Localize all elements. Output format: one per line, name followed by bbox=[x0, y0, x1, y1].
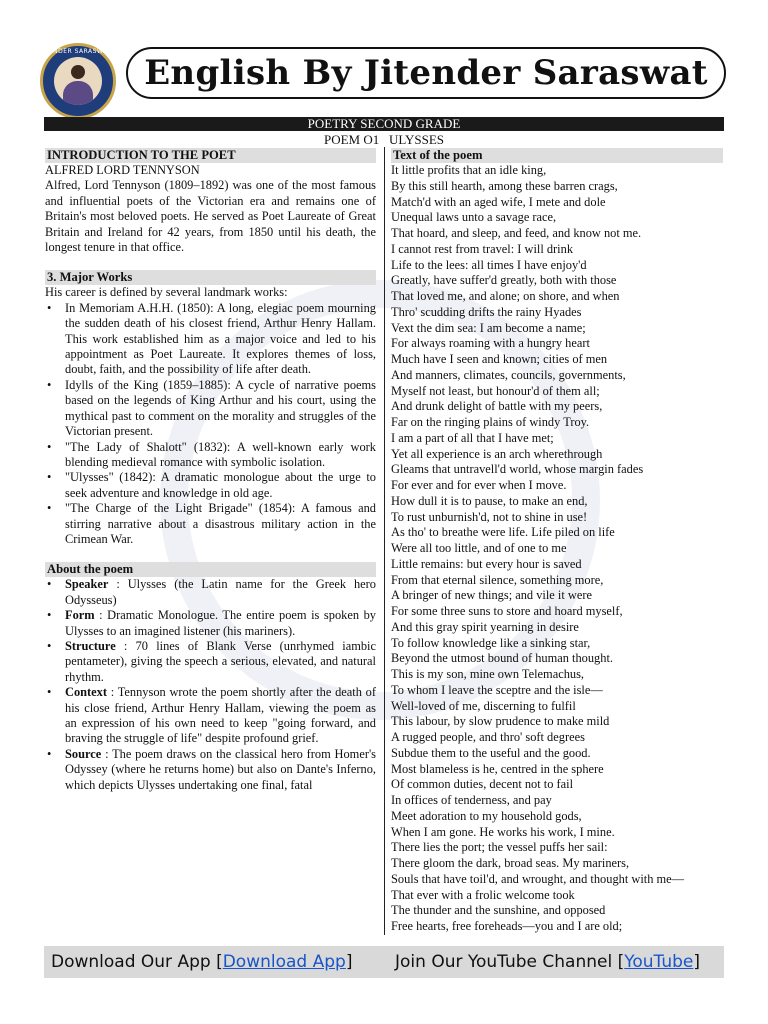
list-item bbox=[45, 577, 376, 608]
term-label: Structure bbox=[65, 638, 116, 653]
poem-line: Greatly, have suffer'd greatly, both with those bbox=[391, 273, 617, 288]
poem-line: There gloom the dark, broad seas. My mariners, bbox=[391, 856, 630, 870]
poem-line: Meet adoration to my household gods, bbox=[391, 808, 582, 823]
logo-ring-text: TENDER SARASWAT bbox=[44, 48, 112, 55]
poem-line: This is my son, mine own Telemachus, bbox=[391, 667, 585, 681]
poem-line: There lies the port; the vessel puffs her sail: bbox=[391, 840, 608, 855]
poem-line: Vext the dim sea: I am become a name; bbox=[391, 320, 586, 335]
poem-line: And drunk delight of battle with my peers, bbox=[391, 399, 603, 414]
poem-line: From that eternal silence, something more, bbox=[391, 572, 604, 587]
term-label: Form bbox=[65, 608, 95, 623]
left-column bbox=[45, 148, 376, 793]
list-item bbox=[45, 685, 376, 747]
term-label: Source bbox=[65, 746, 102, 761]
right-column bbox=[391, 148, 723, 935]
poet-name: ALFRED LORD TENNYSON bbox=[45, 163, 200, 177]
term-label: Speaker bbox=[65, 577, 109, 592]
poem-line: By this still hearth, among these barren crags, bbox=[391, 178, 618, 193]
logo-portrait bbox=[54, 57, 102, 105]
poem-line: And manners, climates, councils, governments, bbox=[391, 367, 626, 382]
term-text: : Ulysses (the Latin name for the Greek hero Odysseus) bbox=[65, 577, 376, 607]
download-app-link[interactable]: Download App bbox=[222, 952, 346, 972]
page-title: English By Jitender Saraswat bbox=[144, 53, 708, 93]
poem-line: This labour, by slow prudence to make mild bbox=[391, 714, 610, 729]
about-heading: About the poem bbox=[45, 562, 376, 577]
download-app-text: Download Our App [Download App] bbox=[51, 952, 353, 972]
term-text: : Tennyson wrote the poem shortly after the death of his close friend, Arthur Henry Hallam, viewing the poem as an expression of his own need to keep "going forward, and braving the struggle of life" despite profound grief. bbox=[65, 685, 376, 746]
poem-line: A bringer of new things; and vile it were bbox=[391, 588, 592, 603]
poem-line: To follow knowledge like a sinking star, bbox=[391, 635, 591, 650]
poem-line: Beyond the utmost bound of human thought. bbox=[391, 651, 613, 666]
poem-line: Far on the ringing plains of windy Troy. bbox=[391, 415, 590, 429]
poem-line: Of common duties, decent not to fail bbox=[391, 777, 574, 792]
poem-text bbox=[391, 163, 723, 935]
poem-line: To whom I leave the sceptre and the isle— bbox=[391, 682, 603, 697]
list-item bbox=[45, 747, 376, 793]
youtube-text: Join Our YouTube Channel [YouTube] bbox=[395, 952, 701, 972]
poem-line: Unequal laws unto a savage race, bbox=[391, 210, 557, 225]
poem-line: Were all too little, and of one to me bbox=[391, 541, 567, 555]
list-item: • "The Lady of Shalott" (1832): A well-known early work blending medieval romance with symbolic isolation. bbox=[45, 440, 376, 471]
poem-line: When I am gone. He works his work, I mine. bbox=[391, 824, 615, 839]
poem-line: Little remains: but every hour is saved bbox=[391, 556, 582, 571]
list-item bbox=[45, 608, 376, 639]
poem-line: Subdue them to the useful and the good. bbox=[391, 745, 591, 760]
poem-line: As tho' to breathe were life. Life piled on life bbox=[391, 525, 615, 540]
works-intro: His career is defined by several landmark works: bbox=[45, 285, 288, 300]
about-list bbox=[45, 577, 376, 793]
logo bbox=[40, 43, 116, 119]
poem-line: That hoard, and sleep, and feed, and know not me. bbox=[391, 226, 642, 240]
term-text: : Dramatic Monologue. The entire poem is spoken by Ulysses to an imagined listener (his mariners). bbox=[65, 608, 376, 638]
footer-bar bbox=[44, 946, 724, 978]
list-item: • Idylls of the King (1859–1885): A cycle of narrative poems based on the legends of King Arthur and his court, using the mythical past to comment on the morality and struggles of the Victorian present. bbox=[45, 378, 376, 440]
column-divider bbox=[384, 147, 385, 935]
works-list bbox=[45, 301, 376, 548]
poem-line: Thro' scudding drifts the rainy Hyades bbox=[391, 304, 582, 319]
list-item bbox=[45, 639, 376, 685]
intro-heading: INTRODUCTION TO THE POET bbox=[45, 148, 376, 163]
intro-paragraph: Alfred, Lord Tennyson (1809–1892) was one of the most famous and influential poets of the Victorian era and remains one of Britain's most beloved poets. He served as Poet Laureate of Great Britain and Ireland for 42 years, from 1850 until his death, the longest tenure in that office. bbox=[45, 178, 376, 255]
youtube-link[interactable]: YouTube bbox=[624, 952, 694, 972]
poem-line: Myself not least, but honour'd of them all; bbox=[391, 383, 600, 398]
poem-text-heading: Text of the poem bbox=[391, 148, 723, 163]
page-title-box bbox=[126, 47, 726, 99]
poem-line: Match'd with an aged wife, I mete and dole bbox=[391, 194, 606, 209]
poem-line: I am a part of all that I have met; bbox=[391, 430, 554, 445]
poem-line: Yet all experience is an arch wherethrough bbox=[391, 446, 603, 461]
section-banner: POETRY SECOND GRADE bbox=[44, 117, 724, 131]
poem-line: Most blameless is he, centred in the sphere bbox=[391, 761, 604, 776]
poem-line: Life to the lees: all times I have enjoy'd bbox=[391, 257, 587, 272]
poem-line: How dull it is to pause, to make an end, bbox=[391, 493, 588, 508]
poem-heading bbox=[44, 132, 724, 147]
poem-line: It little profits that an idle king, bbox=[391, 163, 547, 177]
list-item: • "Ulysses" (1842): A dramatic monologue about the urge to seek adventure and knowledge in old age. bbox=[45, 470, 376, 501]
poem-line: For always roaming with a hungry heart bbox=[391, 336, 590, 351]
poem-line: A rugged people, and thro' soft degrees bbox=[391, 730, 585, 744]
list-item: • "The Charge of the Light Brigade" (1854): A famous and stirring narrative about a disastrous military action in the Crimean War. bbox=[45, 501, 376, 547]
works-heading: 3. Major Works bbox=[45, 270, 376, 285]
poem-line: I cannot rest from travel: I will drink bbox=[391, 241, 574, 256]
term-label: Context bbox=[65, 685, 107, 700]
poem-line: That ever with a frolic welcome took bbox=[391, 887, 575, 902]
poem-line: Gleams that untravell'd world, whose margin fades bbox=[391, 462, 644, 477]
term-text: : The poem draws on the classical hero from Homer's Odyssey (where he returns home) but also on Dante's Inferno, which depicts Ulysses undertaking one final, fatal bbox=[65, 746, 376, 792]
poem-line: Souls that have toil'd, and wrought, and thought with me— bbox=[391, 871, 685, 886]
poem-line: And this gray spirit yearning in desire bbox=[391, 619, 579, 634]
poem-line: Much have I seen and known; cities of men bbox=[391, 352, 608, 366]
poem-heading-text: POEM O1 ULYSSES bbox=[323, 132, 445, 147]
poem-line: For some three suns to store and hoard myself, bbox=[391, 604, 623, 618]
poem-line: That loved me, and alone; on shore, and when bbox=[391, 289, 620, 303]
poem-line: Free hearts, free foreheads—you and I are old; bbox=[391, 919, 623, 933]
list-item: • In Memoriam A.H.H. (1850): A long, elegiac poem mourning the sudden death of his closest friend, Arthur Henry Hallam. This work established him as a major voice and led to his appointment as Poet Laureate. It explores themes of loss, doubt, faith, and the possibility of life after death. bbox=[45, 301, 376, 378]
poem-line: For ever and for ever when I move. bbox=[391, 478, 567, 492]
poem-line: In offices of tenderness, and pay bbox=[391, 793, 552, 807]
poem-line: Well-loved of me, discerning to fulfil bbox=[391, 698, 576, 713]
term-text: : 70 lines of Blank Verse (unrhymed iambic pentameter), giving the speech a serious, elevated, and natural rhythm. bbox=[65, 638, 376, 684]
poem-line: The thunder and the sunshine, and opposed bbox=[391, 903, 606, 918]
poem-line: To rust unburnish'd, not to shine in use! bbox=[391, 509, 588, 524]
